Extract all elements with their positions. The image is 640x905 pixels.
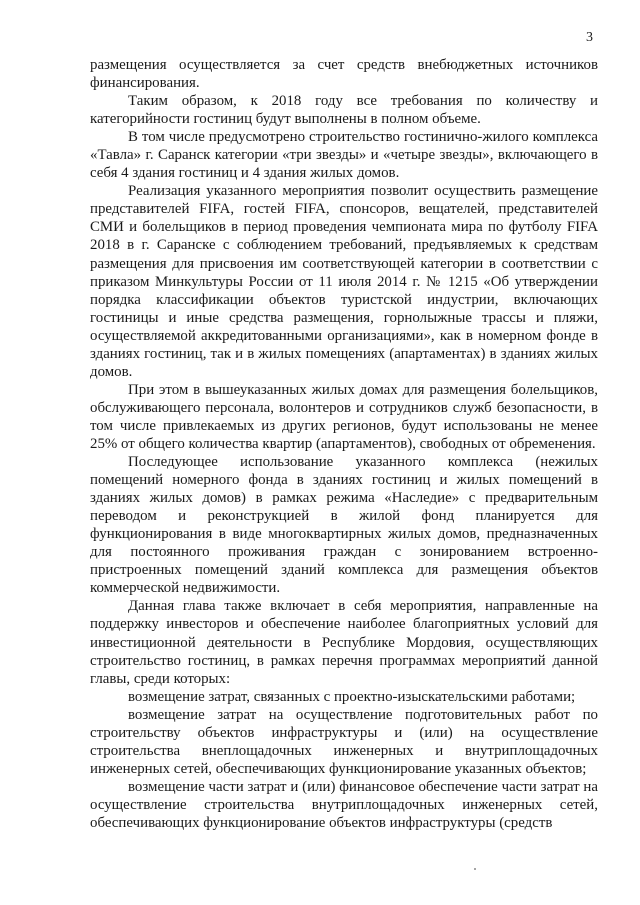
list-item-design-costs: возмещение затрат, связанных с проектно-изыскательскими работами; — [128, 688, 576, 705]
document-body — [90, 56, 598, 832]
list-item-preparatory-works: возмещение затрат на осуществление подготовительных работ по строительству объектов инфраструктуры и (или) на осуществление строительства внеплощадочных инженерных и внутриплощадочных инженерных сетей, обеспечивающих функционирование указанных объектов; — [90, 706, 598, 777]
paragraph-continuation: размещения осуществляется за счет средств внебюджетных источников финансирования. — [90, 57, 598, 92]
paragraph-fifa-accommodation: Реализация указанного мероприятия позволит осуществить размещение представителей FIFA, гостей FIFA, спонсоров, вещателей, представителей СМИ и болельщиков в период проведения чемпионата мира по футболу FIFA 2018 в г. Саранске с соблюдением требований, предъявляемых к средствам размещения для присвоения им соответствующей категории в соответствии с приказом Минкультуры России от 11 июля 2014 г. № 1215 «Об утверждении порядка классификации объектов туристской индустрии, включающих гостиницы и иные средства размещения, горнолыжные трассы и пляжи, осуществляемой аккредитованными организациями», как в номерном фонде в зданиях гостиниц, так и в жилых помещениях (апартаментах) в зданиях жилых домов. — [90, 183, 598, 380]
paragraph-residential-use: При этом в вышеуказанных жилых домах для размещения болельщиков, обслуживающего персонала, волонтеров и сотрудников служб безопасности, в том числе привлекаемых из других регионов, будут использованы не менее 25% от общего количества квартир (апартаментов), свободных от обременения. — [90, 381, 598, 452]
paragraph-tavla-complex: В том числе предусмотрено строительство гостинично-жилого комплекса «Тавла» г. Саранск категории «три звезды» и «четыре звезды», включающего в себя 4 здания гостиниц и 4 здания жилых домов. — [90, 129, 598, 182]
paragraph-summary: Таким образом, к 2018 году все требования по количеству и категорийности гостиниц будут выполнены в полном объеме. — [90, 93, 598, 128]
scan-speck — [474, 868, 476, 870]
page-number: 3 — [586, 30, 593, 45]
paragraph-legacy-mode: Последующее использование указанного комплекса (нежилых помещений номерного фонда в зданиях гостиниц и жилых помещений в зданиях жилых домов) в рамках режима «Наследие» с предварительным переводом и реконструкцией в жилой фонд планируется для функционирования в виде многоквартирных жилых домов, предназначенных для постоянного проживания граждан с зонированием встроенно-пристроенных помещений зданий комплекса для размещения объектов коммерческой недвижимости. — [90, 454, 598, 597]
list-item-engineering-networks: возмещение части затрат и (или) финансовое обеспечение части затрат на осуществление строительства внутриплощадочных инженерных сетей, обеспечивающих функционирование объектов инфраструктуры (средств — [90, 778, 598, 831]
paragraph-investor-support: Данная глава также включает в себя мероприятия, направленные на поддержку инвесторов и обеспечение наиболее благоприятных условий для инвестиционной деятельности в Республике Мордовия, осуществляющих строительство гостиниц, в рамках перечня программах мероприятий данной главы, среди которых: — [90, 598, 598, 687]
